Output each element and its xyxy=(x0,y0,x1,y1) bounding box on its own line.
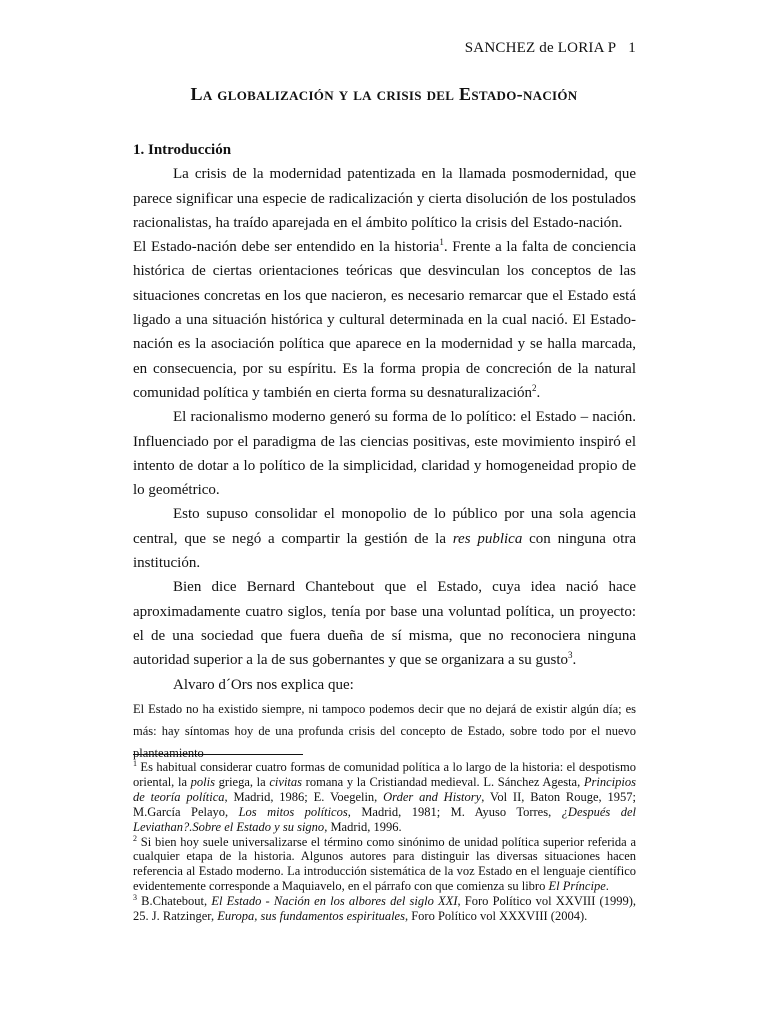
page-number: 1 xyxy=(628,40,636,56)
footnote-1 xyxy=(133,760,636,835)
footnote-3 xyxy=(133,894,636,924)
footnote-1-italic-polis: polis xyxy=(190,774,215,789)
footnote-3-book-2: Europa, sus fundamentos espirituales xyxy=(217,909,405,924)
footnote-3-text-c: , Foro Político vol XXXVIII (2004). xyxy=(404,909,588,924)
footnote-1-book-3: Los mitos políticos xyxy=(238,804,348,819)
footnote-3-text-a: B.Chatebout, xyxy=(137,894,212,909)
footnote-1-text-d: , Madrid, 1986; E. Voegelin, xyxy=(224,789,384,804)
paragraph-2-text-b: . Frente a la falta de conciencia histórica de ciertas orientaciones teóricas que desvinculan los conceptos de las situaciones concretas en los que nacieron, es necesario remarcar que el Estado está ligado a una situación histórica y cultural determinada en la cual nació. El Estado-nación es la asociación política que aparece en la modernidad y se halla marcada, en consecuencia, por su espíritu. Es la forma propia de concreción de la natural comunidad política y también en cierta forma su desnaturalización xyxy=(133,239,636,401)
paragraph-4-text-a: Esto supuso consolidar el monopolio de lo público por una sola agencia central, que se negó a compartir la gestión de la xyxy=(133,506,636,547)
paragraph-4 xyxy=(133,502,636,575)
footnote-3-text-b: , Foro Político vol XXVIII (1999), 25. J. Ratzinger, xyxy=(133,894,637,924)
paragraph-5-text-b: . xyxy=(572,652,577,669)
footnote-2-number: 2 xyxy=(133,833,137,843)
block-quote: El Estado no ha existido siempre, ni tampoco podemos decir que no dejará de existir algún día; es más: hay síntomas hoy de una profunda crisis del concepto de Estado, sobre todo por el nuevo planteamiento xyxy=(133,701,636,760)
paragraph-3: El racionalismo moderno generó su forma de lo político: el Estado – nación. Influenciado por el paradigma de las ciencias positivas, este movimiento inspiró el intento de dotar a lo político de la simplicidad, claridad y homogeneidad propio de lo geométrico. xyxy=(133,409,636,499)
footnote-separator xyxy=(133,754,303,755)
footnote-1-italic-civitas: civitas xyxy=(269,774,303,789)
footnote-2-text-a: Si bien hoy suele universalizarse el término como sinónimo de unidad política superior referida a cualquier etapa de la historia. Algunos autores para distinguir las diversas situaciones hacen referencia al Estado moderno. La introducción sistemática de la voz Estado en el lenguaje científico evidentemente corresponde a Maquiavelo, en el párrafo con que comienza su libro xyxy=(133,834,636,894)
paragraph-5 xyxy=(133,575,636,672)
footnote-1-text-a: Es habitual considerar cuatro formas de comunidad política a lo largo de la historia: el despotismo oriental, la xyxy=(133,760,636,789)
footnote-ref-3[interactable]: 3 xyxy=(568,650,573,661)
footnote-1-book-2: Order and History xyxy=(383,789,482,804)
footnote-1-number: 1 xyxy=(133,758,137,768)
footnote-1-text-c: romana y la Cristiandad medieval. L. Sánchez Agesta, xyxy=(302,774,584,789)
paragraph-4-text-b: con ninguna otra institución. xyxy=(133,530,636,572)
section-heading: 1. Introducción xyxy=(133,142,232,158)
paragraph-5-text-a: Bien dice Bernard Chantebout que el Estado, cuya idea nació hace aproximadamente cuatro siglos, tenía por base una voluntad política, un proyecto: el de una sociedad que fuera dueña de sí misma, que no reconociera ninguna autoridad superior a la de sus gobernantes y que se organizara a su gusto xyxy=(133,579,636,669)
footnote-1-text-f: , Madrid, 1981; M. Ayuso Torres, xyxy=(347,804,562,819)
footnote-2-book: El Príncipe xyxy=(548,879,606,894)
footnote-ref-1[interactable]: 1 xyxy=(439,237,444,248)
footnote-1-text-g: , Madrid, 1996. xyxy=(324,819,402,834)
footnote-1-text-b: griega, la xyxy=(214,774,270,789)
footnote-2 xyxy=(133,835,636,895)
body-text xyxy=(133,138,636,764)
footnote-3-book-1: El Estado - Nación en los albores del siglo XXI xyxy=(211,894,458,909)
paragraph-2-text-c: . xyxy=(536,384,541,401)
footnote-ref-2[interactable]: 2 xyxy=(532,382,537,393)
footnote-1-text-e: , Vol II, Baton Rouge, 1957; M.García Pelayo, xyxy=(133,789,636,819)
footnote-1-book-1: Principios de teoría política xyxy=(133,774,636,804)
paragraph-2 xyxy=(133,235,636,405)
footnote-3-number: 3 xyxy=(133,893,137,902)
paragraph-6: Alvaro d´Ors nos explica que: xyxy=(173,676,354,693)
footnotes xyxy=(133,754,636,924)
header-author: SANCHEZ de LORIA P xyxy=(464,40,617,56)
paragraph-1: La crisis de la modernidad patentizada en la llamada posmodernidad, que parece significar una especie de radicalización y cierta disolución de los postulados racionalistas, ha traído aparejada en el ámbito político la crisis del Estado-nación. xyxy=(133,166,636,231)
running-header xyxy=(465,40,636,57)
paragraph-2-text-a: El Estado-nación debe ser entendido en la historia xyxy=(133,239,440,256)
document-title: La globalización y la crisis del Estado-nación xyxy=(190,84,578,104)
res-publica-italic: res publica xyxy=(452,530,523,547)
footnote-1-book-4: ¿Después del Leviathan?.Sobre el Estado y su signo xyxy=(133,804,636,834)
footnote-2-text-b: . xyxy=(605,879,609,894)
